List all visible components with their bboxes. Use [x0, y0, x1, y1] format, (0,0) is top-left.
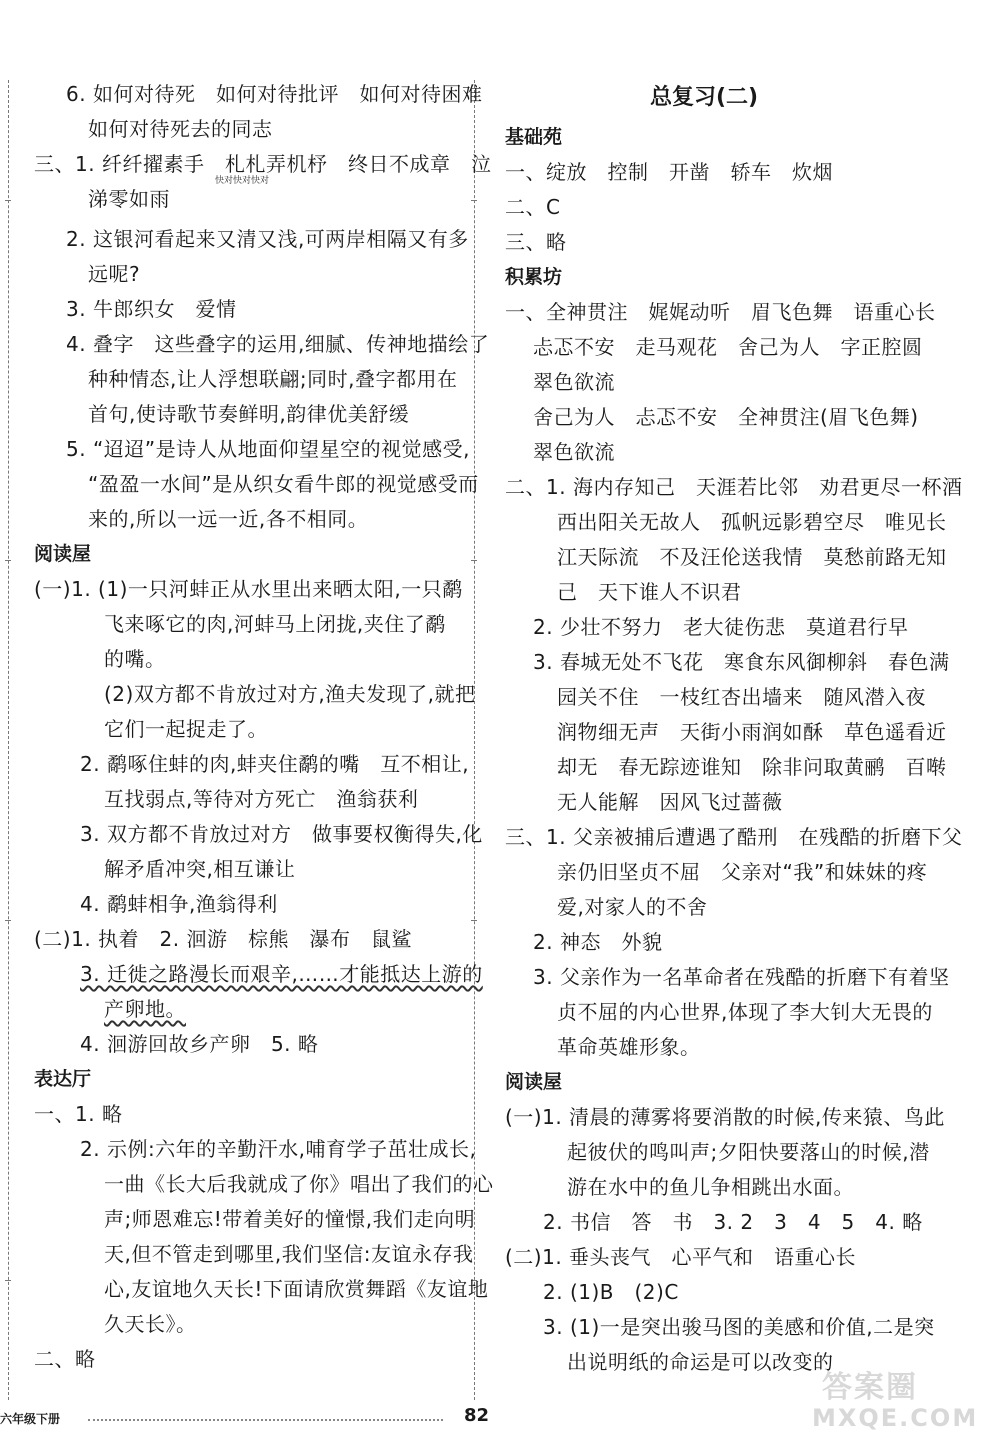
answer-line: 来的,所以一远一近,各不相同。	[88, 507, 369, 531]
answer-line: 一、全神贯注 娓娓动听 眉飞色舞 语重心长	[505, 300, 936, 324]
answer-line: (二)1. 垂头丧气 心平气和 语重心长	[505, 1245, 857, 1269]
answer-line: 无人能解 因风飞过蔷薇	[557, 790, 783, 814]
answer-line: 互找弱点,等待对方死亡 渔翁获利	[104, 787, 419, 811]
answer-line: 解矛盾冲突,相互谦让	[104, 857, 296, 881]
answer-line: “盈盈一水间”是从织女看牛郎的视觉感受而	[88, 472, 479, 496]
answer-line: (一)1. (1)一只河蚌正从水里出来晒太阳,一只鹬	[34, 577, 463, 601]
answer-line: 3. 牛郎织女 爱情	[66, 297, 237, 321]
page-title: 总复习(二)	[650, 85, 759, 110]
answer-line: 园关不住 一枝红杏出墙来 随风潜入夜	[557, 685, 926, 709]
answer-line: 天,但不管走到哪里,我们坚信:友谊永存我	[104, 1242, 474, 1266]
answer-line: 5. “迢迢”是诗人从地面仰望星空的视觉感受,	[66, 437, 471, 461]
answer-line: (二)1. 执着 2. 洄游 棕熊 瀑布 鼠鲨	[34, 927, 412, 951]
answer-line: 贞不屈的内心世界,体现了李大钊大无畏的	[557, 1000, 933, 1024]
answer-line: 西出阳关无故人 孤帆远影碧空尽 唯见长	[557, 510, 947, 534]
answer-line: 3. (1)一是突出骏马图的美感和价值,二是突	[543, 1315, 935, 1339]
answer-line: 翠色欲流	[533, 440, 615, 464]
answer-line: 2. 鹬啄住蚌的肉,蚌夹住鹬的嘴 互不相让,	[80, 752, 470, 776]
answer-line: 己 天下谁人不识君	[557, 580, 742, 604]
page-number: 82	[464, 1405, 490, 1426]
answer-line: 种种情态,让人浮想联翩;同时,叠字都用在	[88, 367, 458, 391]
answer-line: 革命英雄形象。	[557, 1035, 701, 1059]
watermark-logo: 答案圈	[822, 1370, 918, 1405]
column-divider	[474, 80, 475, 1400]
answer-line: (2)双方都不肯放过对方,渔夫发现了,就把	[104, 682, 476, 706]
answer-line: 润物细无声 天街小雨润如酥 草色遥看近	[557, 720, 947, 744]
handwritten-note: 快对快对快对	[215, 176, 270, 186]
answer-line: 4. 洄游回故乡产卵 5. 略	[80, 1032, 319, 1056]
answer-line: 2. (1)B (2)C	[543, 1280, 679, 1304]
answer-line: 如何对待死去的同志	[88, 117, 273, 141]
binding-tick	[5, 1280, 11, 1281]
answer-line: 爱,对家人的不舍	[557, 895, 708, 919]
answer-line: 出说明纸的命运是可以改变的	[567, 1350, 834, 1374]
answer-line: 它们一起捉走了。	[104, 717, 268, 741]
answer-line: 涕零如雨	[88, 187, 170, 211]
answer-line: 6. 如何对待死 如何对待批评 如何对待困难	[66, 82, 483, 106]
answer-line: 江天际流 不及汪伦送我情 莫愁前路无知	[557, 545, 947, 569]
answer-line: 舍己为人 忐忑不安 全神贯注(眉飞色舞)	[533, 405, 919, 429]
answer-line: 2. 书信 答 书 3. 2 3 4 5 4. 略	[543, 1210, 923, 1234]
section-heading: 基础苑	[505, 126, 563, 148]
binding-dashed-line	[8, 80, 9, 1400]
answer-line: 游在水中的鱼儿争相跳出水面。	[567, 1175, 854, 1199]
answer-line: 二、略	[34, 1347, 96, 1371]
answer-line: 二、C	[505, 195, 561, 219]
watermark-url: MXQE.COM	[812, 1404, 979, 1432]
answer-line: 一、绽放 控制 开凿 轿车 炊烟	[505, 160, 833, 184]
answer-line: 久天长》。	[104, 1312, 197, 1336]
section-heading: 表达厅	[34, 1068, 92, 1090]
answer-line: 3. 父亲作为一名革命者在残酷的折磨下有着坚	[533, 965, 950, 989]
divider-tick	[471, 200, 477, 201]
section-heading: 阅读屋	[505, 1071, 563, 1093]
answer-line: 的嘴。	[104, 647, 166, 671]
answer-line: 翠色欲流	[533, 370, 615, 394]
answer-line: 3. 双方都不肯放过对方 做事要权衡得失,化	[80, 822, 483, 846]
divider-tick	[471, 560, 477, 561]
answer-line: 远呢?	[88, 262, 141, 286]
answer-line: 2. 这银河看起来又清又浅,可两岸相隔又有多	[66, 227, 469, 251]
binding-tick	[5, 560, 11, 561]
answer-line: 产卵地。	[104, 997, 186, 1021]
answer-line: 4. 鹬蚌相争,渔翁得利	[80, 892, 278, 916]
answer-line: 一、1. 略	[34, 1102, 123, 1126]
answer-line: 一曲《长大后我就成了你》唱出了我们的心	[104, 1172, 494, 1196]
section-heading: 积累坊	[505, 266, 563, 288]
footer-dotted-line	[88, 1419, 443, 1421]
answer-line: 声;师恩难忘!带着美好的憧憬,我们走向明	[104, 1207, 476, 1231]
answer-line: 却无 春无踪迹谁知 除非问取黄鹂 百啭	[557, 755, 947, 779]
answer-line: 心,友谊地久天长!下面请欣赏舞蹈《友谊地	[104, 1277, 489, 1301]
answer-line: 3. 迁徙之路漫长而艰辛,……才能抵达上游的	[80, 962, 483, 986]
answer-line: (一)1. 清晨的薄雾将要消散的时候,传来猿、鸟此	[505, 1105, 945, 1129]
answer-line: 起彼伏的鸣叫声;夕阳快要落山的时候,潜	[567, 1140, 930, 1164]
grade-label: 六年级下册	[0, 1412, 61, 1426]
answer-line: 3. 春城无处不飞花 寒食东风御柳斜 春色满	[533, 650, 950, 674]
answer-line: 三、1. 纤纤擢素手 札札弄机杼 终日不成章 泣	[34, 152, 492, 176]
answer-line: 2. 神态 外貌	[533, 930, 663, 954]
section-heading: 阅读屋	[34, 543, 92, 565]
answer-line: 2. 少壮不努力 老大徒伤悲 莫道君行早	[533, 615, 909, 639]
answer-line: 首句,使诗歌节奏鲜明,韵律优美舒缓	[88, 402, 410, 426]
answer-line: 飞来啄它的肉,河蚌马上闭拢,夹住了鹬	[104, 612, 446, 636]
binding-tick	[5, 200, 11, 201]
divider-tick	[471, 920, 477, 921]
binding-tick	[5, 920, 11, 921]
answer-line: 4. 叠字 这些叠字的运用,细腻、传神地描绘了	[66, 332, 490, 356]
answer-line: 忐忑不安 走马观花 舍己为人 字正腔圆	[533, 335, 923, 359]
answer-line: 2. 示例:六年的辛勤汗水,哺育学子茁壮成长,	[80, 1137, 477, 1161]
answer-line: 亲仍旧坚贞不屈 父亲对“我”和妹妹的疼	[557, 860, 928, 884]
answer-line: 三、略	[505, 230, 567, 254]
answer-line: 二、1. 海内存知己 天涯若比邻 劝君更尽一杯酒	[505, 475, 963, 499]
answer-line: 三、1. 父亲被捕后遭遇了酷刑 在残酷的折磨下父	[505, 825, 963, 849]
